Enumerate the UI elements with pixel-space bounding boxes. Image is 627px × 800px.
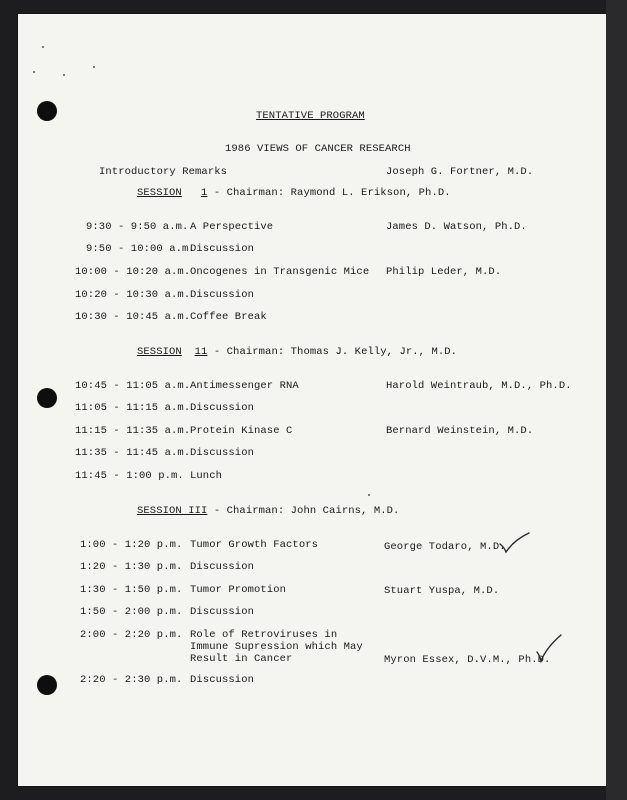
schedule-time: 1:30 - 1:50 p.m. <box>80 584 183 596</box>
session-label: SESSION III <box>137 505 208 517</box>
schedule-speaker: Philip Leder, M.D. <box>386 266 502 278</box>
schedule-topic: Tumor Growth Factors <box>190 539 319 551</box>
speck <box>63 74 65 76</box>
schedule-topic: Protein Kinase C <box>190 425 293 437</box>
page-subtitle: 1986 VIEWS OF CANCER RESEARCH <box>225 143 411 155</box>
schedule-time: 9:50 - 10:00 a.m. <box>86 243 195 255</box>
schedule-topic: Lunch <box>190 470 223 482</box>
speck <box>33 71 35 73</box>
session-chair: - Chairman: John Cairns, M.D. <box>213 505 400 517</box>
schedule-time: 9:30 - 9:50 a.m. <box>86 221 189 233</box>
schedule-topic: Antimessenger RNA <box>190 380 299 392</box>
schedule-time: 11:05 - 11:15 a.m. <box>75 402 191 414</box>
session-number: 11 <box>194 346 208 358</box>
page-edge <box>606 0 627 800</box>
schedule-time: 11:45 - 1:00 p.m. <box>75 470 184 482</box>
schedule-topic: Discussion <box>190 674 255 686</box>
session-label: SESSION <box>137 187 182 199</box>
session-label: SESSION <box>137 346 182 358</box>
schedule-topic: Discussion <box>190 243 255 255</box>
schedule-topic-line3: Result in Cancer <box>190 653 293 665</box>
checkmark-icon <box>535 634 565 664</box>
schedule-topic: Discussion <box>190 289 255 301</box>
speck <box>93 66 95 68</box>
schedule-time: 1:00 - 1:20 p.m. <box>80 539 183 551</box>
schedule-topic: Oncogenes in Transgenic Mice <box>190 266 370 278</box>
punch-hole <box>37 101 57 121</box>
schedule-time: 10:00 - 10:20 a.m. <box>75 266 191 278</box>
schedule-speaker: Harold Weintraub, M.D., Ph.D. <box>386 380 572 392</box>
session-heading <box>137 505 399 517</box>
schedule-time: 10:45 - 11:05 a.m. <box>75 380 191 392</box>
session-number: 1 <box>201 187 208 199</box>
session-heading <box>137 187 451 199</box>
session-chair: - Chairman: Thomas J. Kelly, Jr., M.D. <box>213 346 458 358</box>
schedule-topic: A Perspective <box>190 221 274 233</box>
schedule-time: 10:20 - 10:30 a.m. <box>75 289 191 301</box>
schedule-topic: Discussion <box>190 402 255 414</box>
punch-hole <box>37 388 57 408</box>
page-title: TENTATIVE PROGRAM <box>256 110 365 122</box>
punch-hole <box>37 675 57 695</box>
schedule-speaker: George Todaro, M.D. <box>384 541 506 553</box>
schedule-time: 1:20 - 1:30 p.m. <box>80 561 183 573</box>
schedule-time: 11:35 - 11:45 a.m. <box>75 447 191 459</box>
session-chair: - Chairman: Raymond L. Erikson, Ph.D. <box>213 187 451 199</box>
speck <box>42 46 44 48</box>
intro-speaker: Joseph G. Fortner, M.D. <box>386 166 534 178</box>
schedule-topic: Role of Retroviruses in <box>190 629 338 641</box>
schedule-topic: Tumor Promotion <box>190 584 287 596</box>
schedule-topic: Discussion <box>190 561 255 573</box>
schedule-time: 2:00 - 2:20 p.m. <box>80 629 183 641</box>
session-heading <box>137 346 457 358</box>
schedule-topic: Discussion <box>190 606 255 618</box>
schedule-speaker: James D. Watson, Ph.D. <box>386 221 527 233</box>
schedule-topic: Discussion <box>190 447 255 459</box>
schedule-speaker: Bernard Weinstein, M.D. <box>386 425 534 437</box>
schedule-speaker: Myron Essex, D.V.M., Ph.D. <box>384 654 551 666</box>
schedule-time: 1:50 - 2:00 p.m. <box>80 606 183 618</box>
intro-label: Introductory Remarks <box>99 166 228 178</box>
speck <box>368 494 370 496</box>
schedule-time: 11:15 - 11:35 a.m. <box>75 425 191 437</box>
schedule-topic: Coffee Break <box>190 311 267 323</box>
schedule-speaker: Stuart Yuspa, M.D. <box>384 585 500 597</box>
document-page <box>18 14 606 786</box>
schedule-time: 2:20 - 2:30 p.m. <box>80 674 183 686</box>
checkmark-icon <box>498 532 532 554</box>
schedule-topic-line2: Immune Supression which May <box>190 641 363 653</box>
schedule-time: 10:30 - 10:45 a.m. <box>75 311 191 323</box>
